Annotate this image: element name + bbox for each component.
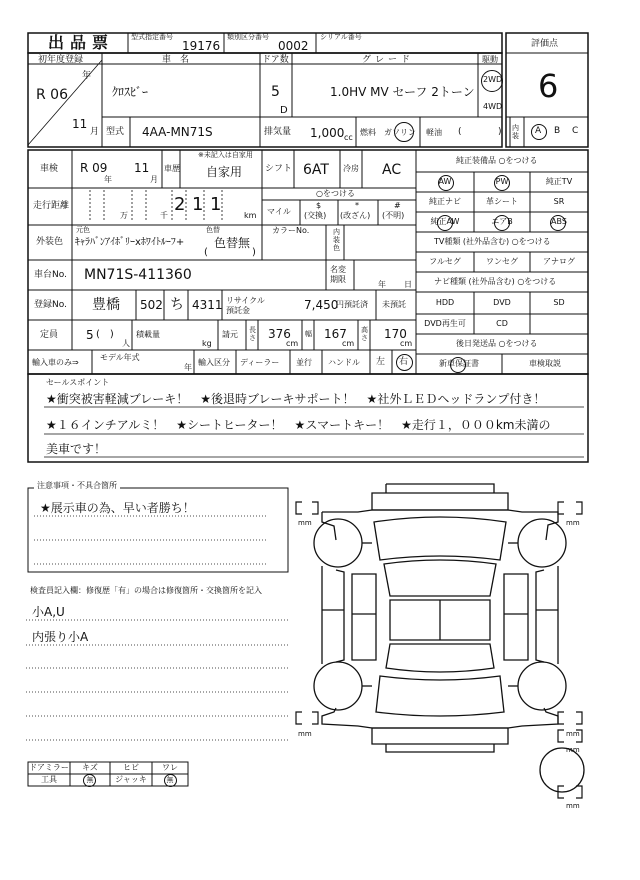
import-type-label: 輸入区分 (198, 358, 230, 367)
car-name-label: 車 名 (162, 55, 190, 65)
mark-exchange: $ (316, 201, 322, 210)
doors-value: 5 (271, 84, 280, 100)
fill-label: 請元 (222, 330, 238, 339)
sales-point-label: セールスポイント (46, 378, 110, 387)
interior-a: A (535, 126, 542, 136)
category-number: 0002 (278, 39, 309, 53)
footer-jack: ジャッキ (115, 775, 147, 784)
interior-color-label: 内装色 (333, 228, 340, 252)
repaint-value: 色替無 (214, 236, 251, 250)
notes-label: 注意事項・不具合箇所 (34, 482, 120, 490)
ac-label: 冷房 (343, 164, 359, 173)
tv-type-title: TV種類 (社外品含む) ○をつける (434, 237, 551, 246)
displacement-label: 排気量 (264, 127, 292, 137)
transfer-deadline-label: 名変期限 (330, 265, 346, 284)
color-paren-open: ( (204, 247, 208, 258)
first-registration-year: R 06 (36, 87, 68, 103)
year-unit: 年 (82, 71, 92, 81)
sales-line-1: ★衝突被害軽減ブレーキ！ ★後退時ブレーキサポート！ ★社外ＬＥＤヘッドランプ付き！ (46, 392, 546, 406)
first-registration-month: 11 (72, 117, 88, 131)
km-unit: km (244, 211, 257, 220)
fuel-paren-close: ) (498, 127, 502, 137)
interior-label: 内装 (512, 124, 519, 140)
recycle-label: リサイクル預託金 (226, 296, 265, 315)
footer-tools: 工具 (41, 775, 57, 784)
original-color-label: 元色 (76, 226, 90, 234)
mm-front-right: mm (566, 519, 580, 527)
mileage-digit-1: 2 (174, 194, 186, 215)
footer-scratch: キズ (82, 763, 98, 772)
equip-abs: ABS (551, 217, 567, 226)
first-registration-label: 初年度登録 (38, 55, 84, 65)
score-value: 6 (538, 67, 559, 105)
displacement-value: 1,000 (310, 126, 345, 140)
ac-value: AC (382, 162, 402, 178)
tv-fullseg: フルセグ (429, 257, 461, 266)
width-unit: cm (342, 339, 355, 348)
shift-value: 6AT (303, 162, 329, 178)
nav-hdd: HDD (435, 298, 455, 307)
color-number-label: カラーNo. (272, 226, 310, 235)
inspection-month: 11 (134, 161, 150, 175)
width-label: 幅 (305, 330, 312, 338)
height-unit: cm (400, 339, 413, 348)
later-warranty: 新車保証書 (439, 359, 479, 368)
fuel-paren-open: ( (458, 127, 462, 137)
score-label: 評価点 (531, 39, 559, 49)
person-unit: 人 (122, 339, 130, 348)
length-unit: cm (286, 339, 299, 348)
grade-label: グレード (362, 55, 415, 65)
mileage-digit-2: 1 (192, 194, 204, 215)
recycle-status: 円預託済 (336, 300, 368, 309)
car-diagram (314, 484, 584, 792)
mm-spare-top: mm (566, 746, 580, 754)
length-label: 長さ (249, 326, 256, 342)
interior-c: C (572, 126, 579, 136)
model-value: 4AA-MN71S (142, 125, 213, 139)
recycle-unpaid: 未預託 (382, 300, 406, 309)
load-label: 積載量 (136, 330, 160, 339)
type-approval-number: 19176 (182, 39, 221, 53)
footer-break: ワレ (162, 763, 178, 772)
tv-analog: アナログ (543, 257, 575, 266)
import-only-label: 輸入車のみ⇒ (32, 358, 79, 367)
mark-tampered-sub: (改ざん) (340, 211, 371, 220)
fuel-label: 燃料 (360, 128, 376, 137)
exterior-color: ｷｬﾗﾊﾞﾝｱｲﾎﾞﾘｰxﾎﾜｲﾄﾙｰﾌ+ (75, 237, 185, 248)
notes-line-1: ★展示車の為、早い者勝ち！ (40, 501, 195, 515)
sales-line-2: ★１６インチアルミ！ ★シートヒーター！ ★スマートキー！ ★走行１，０００km未満の (46, 418, 551, 432)
height-value: 170 (384, 327, 407, 341)
capacity-label: 定員 (40, 330, 59, 340)
drive-4wd: 4WD (483, 102, 503, 111)
month-unit: 月 (90, 127, 100, 137)
import-dealer: ディーラー (240, 358, 280, 367)
drive-label: 駆動 (482, 55, 498, 64)
sales-line-3: 美車です！ (46, 442, 107, 456)
model-year-unit: 年 (184, 363, 192, 372)
inspection-month-unit: 月 (150, 175, 158, 184)
steering-label: ハンドル (328, 358, 360, 367)
fuel-diesel: 軽油 (426, 128, 442, 137)
type-approval-label: 型式指定番号 (131, 33, 173, 41)
equip-pw: PW (495, 177, 509, 186)
form-title: 出品票 (48, 33, 115, 52)
import-parallel: 並行 (296, 358, 312, 367)
repaint-label: 色替 (206, 226, 220, 234)
exterior-color-label: 外装色 (36, 237, 64, 247)
chassis-number: MN71S-411360 (84, 267, 192, 283)
inspection-year: R 09 (80, 161, 108, 175)
capacity-paren: ( ) (96, 329, 114, 340)
mm-rear-left: mm (298, 730, 312, 738)
mileage-label: 走行距離 (33, 201, 70, 211)
usage-label: 車歴 (164, 164, 180, 173)
usage-note: ※未記入は自家用 (198, 151, 253, 159)
length-value: 376 (268, 327, 291, 341)
doors-label: ドア数 (262, 55, 289, 65)
equip-leather: 革シート (486, 197, 518, 206)
tv-oneseg: ワンセグ (486, 257, 518, 266)
equipment-title: 純正装備品 ○をつける (456, 156, 538, 165)
category-number-label: 類別区分番号 (227, 33, 269, 41)
later-manual: 車検取説 (529, 359, 561, 368)
nav-sd: SD (553, 298, 565, 307)
interior-b: B (554, 126, 561, 136)
mile-label: マイル (267, 207, 291, 216)
nav-type-title: ナビ種類 (社外品含む) ○をつける (434, 277, 557, 286)
mm-spare-bottom: mm (566, 802, 580, 810)
mark-note: ○をつける (316, 189, 355, 198)
inspection-label: 車検 (40, 164, 59, 174)
kg-unit: kg (202, 339, 212, 348)
model-year-label: モデル年式 (100, 353, 140, 362)
plate-label: 登録No. (34, 300, 67, 310)
cc-unit: cc (344, 133, 353, 142)
mark-tampered: * (355, 201, 359, 210)
mark-unknown: # (394, 201, 401, 210)
recycle-fee: 7,450 (304, 298, 339, 312)
width-value: 167 (324, 327, 347, 341)
equip-airbag: エアB (491, 217, 513, 226)
steering-left: 左 (376, 357, 386, 367)
mark-unknown-sub: (不明) (382, 211, 405, 220)
equip-genuine-aw: 純正AW (430, 217, 460, 226)
mileage-man-unit: 万 (120, 211, 128, 220)
car-name: ｸﾛｽﾋﾞｰ (112, 85, 149, 99)
plate-kana: ち (170, 297, 184, 313)
color-paren-close: ) (252, 247, 256, 258)
plate-class: 502 (140, 298, 163, 312)
footer-door-mirror: ドアミラー (29, 763, 69, 772)
inspector-line-1: 小A,U (32, 605, 65, 619)
later-ship-title: 後日発送品 ○をつける (456, 339, 538, 348)
nav-cd: CD (496, 319, 508, 328)
steering-right: 右 (399, 357, 409, 367)
equip-aw: AW (438, 177, 452, 186)
plate-area: 豊橋 (92, 297, 120, 313)
inspector-line-2: 内張り小A (32, 630, 89, 644)
serial-number-label: シリアル番号 (320, 33, 362, 41)
door-type: D (280, 105, 288, 116)
drive-2wd: 2WD (483, 75, 503, 84)
equip-tv: 純正TV (545, 177, 573, 186)
shift-label: シフト (265, 164, 293, 174)
mm-front-left: mm (298, 519, 312, 527)
mm-rear-right: mm (566, 730, 580, 738)
usage-value: 自家用 (206, 165, 243, 179)
mark-exchange-sub: (交換) (304, 211, 327, 220)
plate-number: 4311 (192, 298, 223, 312)
nav-dvd-play: DVD再生可 (424, 319, 466, 328)
grade-value: 1.0HV MV セーフ 2トーン (330, 85, 475, 99)
footer-jack-value: 無 (166, 776, 174, 784)
model-label: 型式 (106, 127, 125, 137)
transfer-day-unit: 日 (404, 280, 412, 289)
mileage-sen-unit: 千 (160, 211, 168, 220)
inspector-label: 検査員記入欄：修復歴「有」の場合は修復箇所・交換箇所を記入 (30, 586, 262, 595)
footer-crack: ヒビ (123, 763, 139, 772)
height-label: 高さ (361, 326, 368, 342)
fuel-gasoline: ガソリン (384, 128, 416, 137)
transfer-year-unit: 年 (378, 280, 386, 289)
inspection-year-unit: 年 (104, 175, 112, 184)
nav-dvd: DVD (493, 298, 511, 307)
equip-navi: 純正ナビ (429, 197, 461, 206)
mileage-digit-3: 1 (210, 194, 222, 215)
chassis-label: 車台No. (34, 270, 67, 280)
footer-tools-value: 無 (86, 776, 94, 784)
capacity-value: 5 (86, 328, 94, 342)
equip-sr: SR (553, 197, 565, 206)
